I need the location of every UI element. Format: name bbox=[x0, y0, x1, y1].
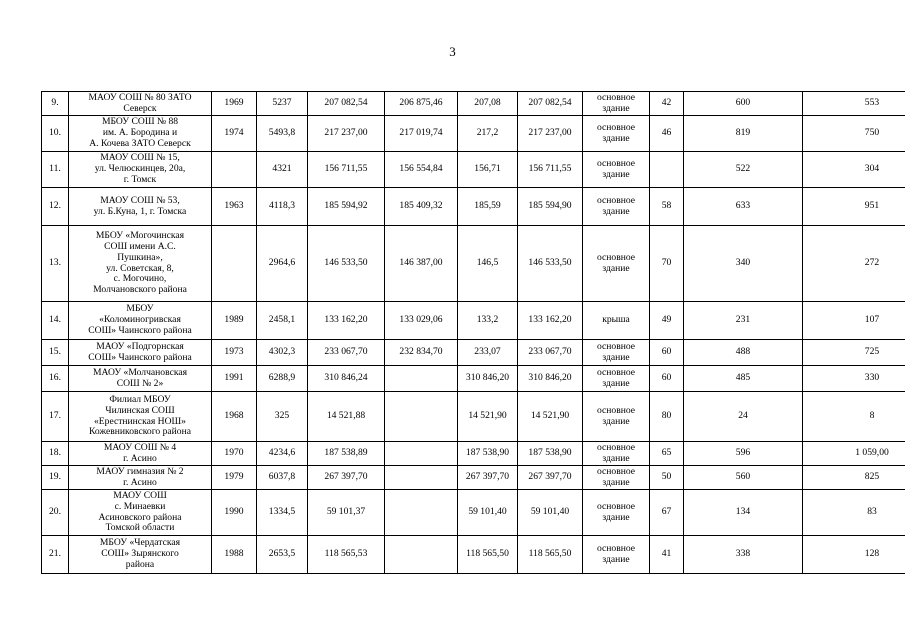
table-row bbox=[42, 188, 905, 226]
location-cell: основное здание bbox=[583, 188, 650, 226]
amount-cell: 207,08 bbox=[458, 92, 518, 116]
amount-cell: 133 162,20 bbox=[308, 302, 385, 340]
row-number-cell: 15. bbox=[42, 340, 69, 366]
amount-cell: 267 397,70 bbox=[458, 466, 518, 490]
location-cell: основное здание bbox=[583, 366, 650, 392]
year-cell: 1988 bbox=[212, 536, 257, 574]
area-cell: 325 bbox=[257, 392, 308, 442]
count-cell: 128 bbox=[803, 536, 905, 574]
school-name-cell: МАОУ «Молчановская СОШ № 2» bbox=[69, 366, 212, 392]
count-cell: 633 bbox=[684, 188, 803, 226]
amount-cell: 118 565,53 bbox=[308, 536, 385, 574]
count-cell: 725 bbox=[803, 340, 905, 366]
year-cell: 1968 bbox=[212, 392, 257, 442]
area-cell: 5237 bbox=[257, 92, 308, 116]
amount-cell: 185 409,32 bbox=[385, 188, 458, 226]
amount-cell: 185,59 bbox=[458, 188, 518, 226]
amount-cell: 133 029,06 bbox=[385, 302, 458, 340]
location-cell: основное здание bbox=[583, 340, 650, 366]
row-number-cell: 10. bbox=[42, 116, 69, 152]
amount-cell: 217 237,00 bbox=[518, 116, 583, 152]
area-cell: 4118,3 bbox=[257, 188, 308, 226]
percent-cell: 42 bbox=[650, 92, 684, 116]
school-name-cell: МАОУ СОШ № 53, ул. Б.Куна, 1, г. Томска bbox=[69, 188, 212, 226]
amount-cell: 267 397,70 bbox=[308, 466, 385, 490]
school-name-cell: МАОУ СОШ № 15, ул. Челюскинцев, 20а, г. Томск bbox=[69, 152, 212, 188]
percent-cell: 50 bbox=[650, 466, 684, 490]
year-cell bbox=[212, 226, 257, 302]
amount-cell: 133,2 bbox=[458, 302, 518, 340]
location-cell: основное здание bbox=[583, 152, 650, 188]
amount-cell: 207 082,54 bbox=[308, 92, 385, 116]
count-cell: 134 bbox=[684, 490, 803, 536]
area-cell: 2653,5 bbox=[257, 536, 308, 574]
location-cell: основное здание bbox=[583, 466, 650, 490]
count-cell: 596 bbox=[684, 442, 803, 466]
count-cell: 338 bbox=[684, 536, 803, 574]
count-cell: 304 bbox=[803, 152, 905, 188]
table-row bbox=[42, 92, 905, 116]
amount-cell: 232 834,70 bbox=[385, 340, 458, 366]
row-number-cell: 16. bbox=[42, 366, 69, 392]
area-cell: 6288,9 bbox=[257, 366, 308, 392]
row-number-cell: 9. bbox=[42, 92, 69, 116]
amount-cell: 156 711,55 bbox=[518, 152, 583, 188]
school-name-cell: МАОУ СОШ № 4 г. Асино bbox=[69, 442, 212, 466]
percent-cell: 58 bbox=[650, 188, 684, 226]
row-number-cell: 19. bbox=[42, 466, 69, 490]
table-row bbox=[42, 152, 905, 188]
amount-cell: 310 846,20 bbox=[458, 366, 518, 392]
area-cell: 4302,3 bbox=[257, 340, 308, 366]
table-row bbox=[42, 490, 905, 536]
school-name-cell: МБОУ «Коломиногривская СОШ» Чаинского района bbox=[69, 302, 212, 340]
amount-cell: 267 397,70 bbox=[518, 466, 583, 490]
row-number-cell: 13. bbox=[42, 226, 69, 302]
percent-cell: 46 bbox=[650, 116, 684, 152]
count-cell: 8 bbox=[803, 392, 905, 442]
count-cell: 488 bbox=[684, 340, 803, 366]
area-cell: 4321 bbox=[257, 152, 308, 188]
year-cell: 1974 bbox=[212, 116, 257, 152]
count-cell: 951 bbox=[803, 188, 905, 226]
area-cell: 5493,8 bbox=[257, 116, 308, 152]
table-row bbox=[42, 116, 905, 152]
location-cell: основное здание bbox=[583, 116, 650, 152]
count-cell: 83 bbox=[803, 490, 905, 536]
amount-cell: 217,2 bbox=[458, 116, 518, 152]
amount-cell: 156,71 bbox=[458, 152, 518, 188]
amount-cell: 156 554,84 bbox=[385, 152, 458, 188]
count-cell: 340 bbox=[684, 226, 803, 302]
row-number-cell: 18. bbox=[42, 442, 69, 466]
amount-cell: 310 846,20 bbox=[518, 366, 583, 392]
amount-cell: 310 846,24 bbox=[308, 366, 385, 392]
table-row bbox=[42, 442, 905, 466]
location-cell: крыша bbox=[583, 302, 650, 340]
amount-cell: 146 533,50 bbox=[518, 226, 583, 302]
school-name-cell: МБОУ СОШ № 88 им. А. Бородина и А. Кочева ЗАТО Северск bbox=[69, 116, 212, 152]
location-cell: основное здание bbox=[583, 536, 650, 574]
year-cell: 1989 bbox=[212, 302, 257, 340]
row-number-cell: 11. bbox=[42, 152, 69, 188]
area-cell: 2458,1 bbox=[257, 302, 308, 340]
row-number-cell: 12. bbox=[42, 188, 69, 226]
count-cell: 485 bbox=[684, 366, 803, 392]
year-cell: 1979 bbox=[212, 466, 257, 490]
row-number-cell: 21. bbox=[42, 536, 69, 574]
amount-cell bbox=[385, 490, 458, 536]
row-number-cell: 17. bbox=[42, 392, 69, 442]
year-cell: 1970 bbox=[212, 442, 257, 466]
count-cell: 600 bbox=[684, 92, 803, 116]
school-name-cell: МАОУ «Подгорнская СОШ» Чаинского района bbox=[69, 340, 212, 366]
amount-cell: 217 237,00 bbox=[308, 116, 385, 152]
data-table bbox=[41, 91, 905, 574]
year-cell: 1990 bbox=[212, 490, 257, 536]
amount-cell: 146,5 bbox=[458, 226, 518, 302]
count-cell: 272 bbox=[803, 226, 905, 302]
school-name-cell: МБОУ «Чердатская СОШ» Зырянского района bbox=[69, 536, 212, 574]
table-row bbox=[42, 466, 905, 490]
count-cell: 553 bbox=[803, 92, 905, 116]
school-name-cell: МАОУ СОШ № 80 ЗАТО Северск bbox=[69, 92, 212, 116]
count-cell: 330 bbox=[803, 366, 905, 392]
amount-cell: 206 875,46 bbox=[385, 92, 458, 116]
year-cell: 1969 bbox=[212, 92, 257, 116]
amount-cell: 118 565,50 bbox=[458, 536, 518, 574]
amount-cell: 14 521,90 bbox=[518, 392, 583, 442]
amount-cell: 118 565,50 bbox=[518, 536, 583, 574]
amount-cell: 233,07 bbox=[458, 340, 518, 366]
count-cell: 750 bbox=[803, 116, 905, 152]
school-name-cell: МАОУ гимназия № 2 г. Асино bbox=[69, 466, 212, 490]
amount-cell: 156 711,55 bbox=[308, 152, 385, 188]
count-cell: 819 bbox=[684, 116, 803, 152]
row-number-cell: 14. bbox=[42, 302, 69, 340]
amount-cell: 59 101,37 bbox=[308, 490, 385, 536]
count-cell: 231 bbox=[684, 302, 803, 340]
area-cell: 2964,6 bbox=[257, 226, 308, 302]
amount-cell: 59 101,40 bbox=[458, 490, 518, 536]
amount-cell bbox=[385, 392, 458, 442]
amount-cell: 14 521,88 bbox=[308, 392, 385, 442]
count-cell: 825 bbox=[803, 466, 905, 490]
percent-cell: 67 bbox=[650, 490, 684, 536]
location-cell: основное здание bbox=[583, 442, 650, 466]
table-row bbox=[42, 302, 905, 340]
area-cell: 1334,5 bbox=[257, 490, 308, 536]
amount-cell: 187 538,89 bbox=[308, 442, 385, 466]
count-cell: 522 bbox=[684, 152, 803, 188]
school-name-cell: Филиал МБОУ Чилинская СОШ «Ерестнинская НОШ» Кожевниковского района bbox=[69, 392, 212, 442]
amount-cell: 187 538,90 bbox=[458, 442, 518, 466]
amount-cell: 233 067,70 bbox=[308, 340, 385, 366]
percent-cell: 80 bbox=[650, 392, 684, 442]
school-name-cell: МБОУ «Могочинская СОШ имени А.С. Пушкина», ул. Советская, 8, с. Могочино, Молчановского района bbox=[69, 226, 212, 302]
amount-cell bbox=[385, 536, 458, 574]
amount-cell: 146 533,50 bbox=[308, 226, 385, 302]
count-cell: 107 bbox=[803, 302, 905, 340]
count-cell: 1 059,00 bbox=[803, 442, 905, 466]
percent-cell: 60 bbox=[650, 366, 684, 392]
location-cell: основное здание bbox=[583, 490, 650, 536]
percent-cell bbox=[650, 152, 684, 188]
percent-cell: 60 bbox=[650, 340, 684, 366]
location-cell: основное здание bbox=[583, 92, 650, 116]
amount-cell: 146 387,00 bbox=[385, 226, 458, 302]
count-cell: 560 bbox=[684, 466, 803, 490]
percent-cell: 41 bbox=[650, 536, 684, 574]
amount-cell bbox=[385, 366, 458, 392]
amount-cell: 187 538,90 bbox=[518, 442, 583, 466]
table-row bbox=[42, 392, 905, 442]
amount-cell: 59 101,40 bbox=[518, 490, 583, 536]
percent-cell: 65 bbox=[650, 442, 684, 466]
percent-cell: 49 bbox=[650, 302, 684, 340]
year-cell: 1973 bbox=[212, 340, 257, 366]
table-row bbox=[42, 340, 905, 366]
table-row bbox=[42, 226, 905, 302]
school-name-cell: МАОУ СОШ с. Минаевки Асиновского района Томской области bbox=[69, 490, 212, 536]
row-number-cell: 20. bbox=[42, 490, 69, 536]
area-cell: 4234,6 bbox=[257, 442, 308, 466]
amount-cell bbox=[385, 442, 458, 466]
amount-cell bbox=[385, 466, 458, 490]
amount-cell: 185 594,90 bbox=[518, 188, 583, 226]
amount-cell: 233 067,70 bbox=[518, 340, 583, 366]
percent-cell: 70 bbox=[650, 226, 684, 302]
area-cell: 6037,8 bbox=[257, 466, 308, 490]
table-row bbox=[42, 536, 905, 574]
count-cell: 24 bbox=[684, 392, 803, 442]
page-number: 3 bbox=[449, 44, 456, 59]
year-cell: 1991 bbox=[212, 366, 257, 392]
amount-cell: 133 162,20 bbox=[518, 302, 583, 340]
amount-cell: 14 521,90 bbox=[458, 392, 518, 442]
location-cell: основное здание bbox=[583, 226, 650, 302]
amount-cell: 217 019,74 bbox=[385, 116, 458, 152]
location-cell: основное здание bbox=[583, 392, 650, 442]
year-cell bbox=[212, 152, 257, 188]
year-cell: 1963 bbox=[212, 188, 257, 226]
amount-cell: 185 594,92 bbox=[308, 188, 385, 226]
table-row bbox=[42, 366, 905, 392]
amount-cell: 207 082,54 bbox=[518, 92, 583, 116]
